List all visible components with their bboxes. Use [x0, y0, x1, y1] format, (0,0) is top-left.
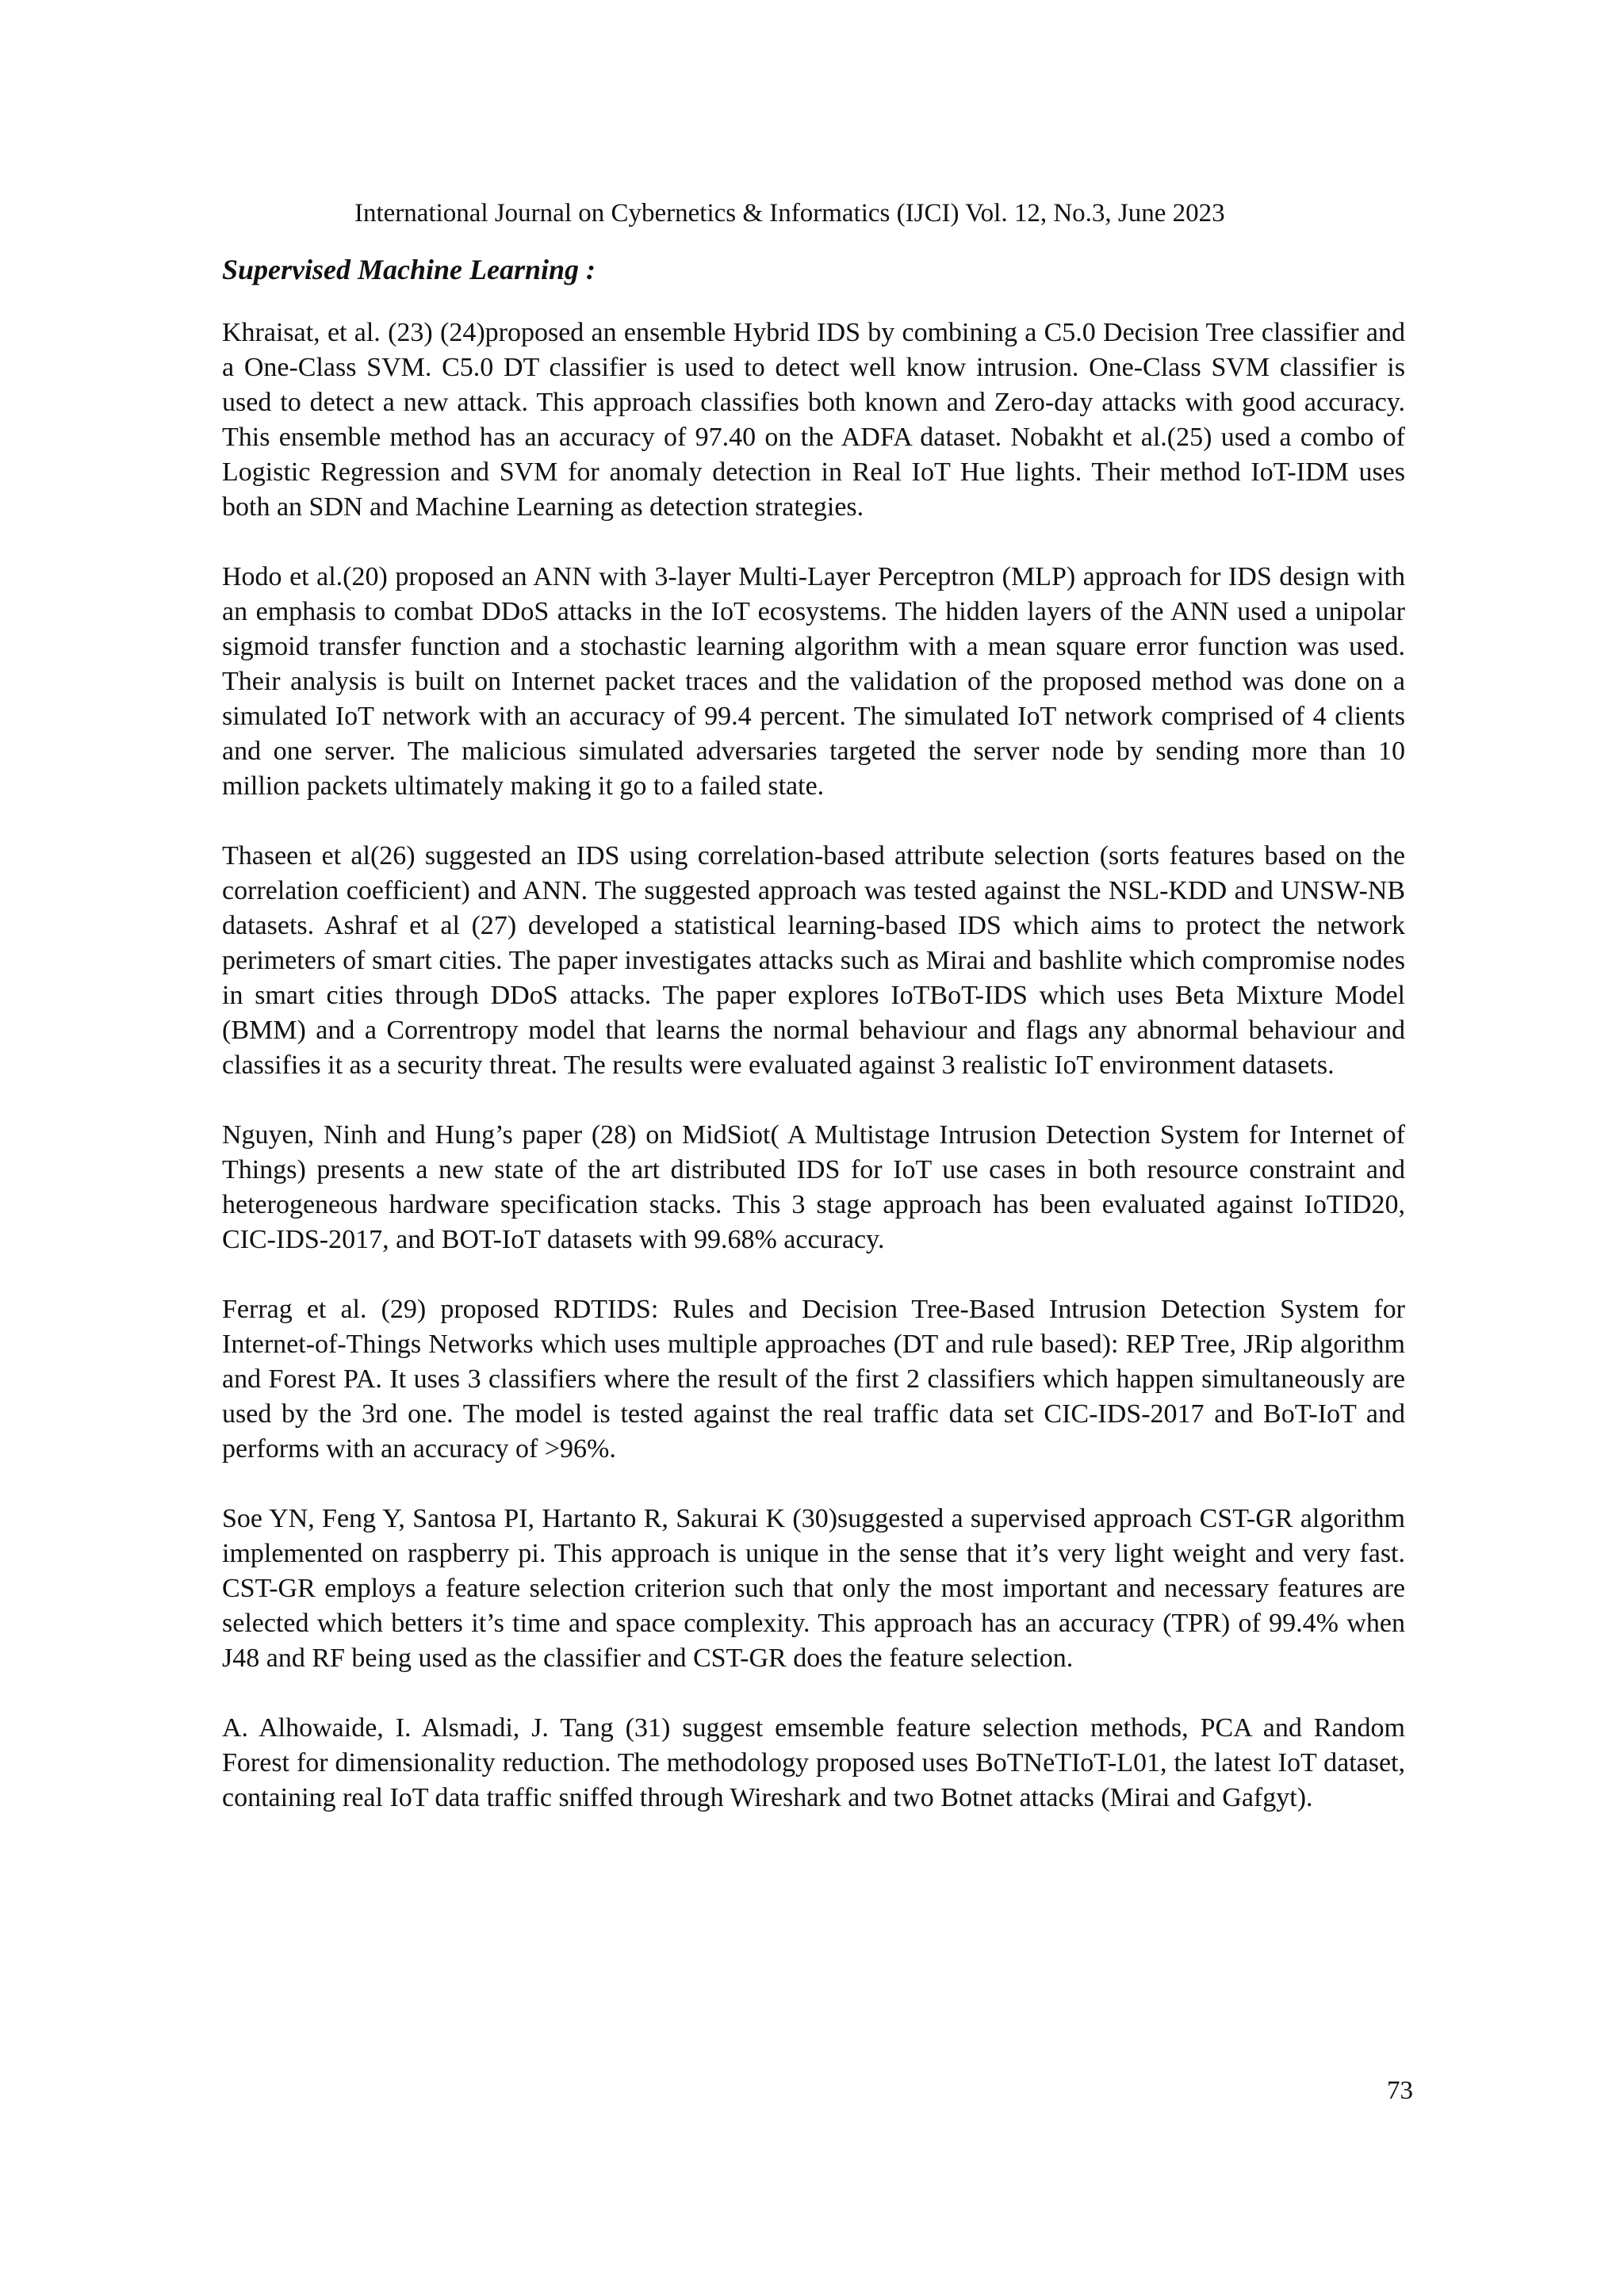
paragraph-hodo: Hodo et al.(20) proposed an ANN with 3-layer Multi-Layer Perceptron (MLP) approach for IDS design with an emphasis to combat DDoS attacks in the IoT ecosystems. The hidden layers of the ANN used a unipolar sigmoid transfer function and a stochastic learning algorithm with a mean square error function was used. Their analysis is built on Internet packet traces and the validation of the proposed method was done on a simulated IoT network with an accuracy of 99.4 percent. The simulated IoT network comprised of 4 clients and one server. The malicious simulated adversaries targeted the server node by sending more than 10 million packets ultimately making it go to a failed state. — [222, 562, 1405, 801]
paragraph-khraisat: Khraisat, et al. (23) (24)proposed an ensemble Hybrid IDS by combining a C5.0 Decision Tree classifier and a One-Class SVM. C5.0 DT classifier is used to detect well know intrusion. One-Class SVM classifier is used to detect a new attack. This approach classifies both known and Zero-day attacks with good accuracy. This ensemble method has an accuracy of 97.40 on the ADFA dataset. Nobakht et al.(25) used a combo of Logistic Regression and SVM for anomaly detection in Real IoT Hue lights. Their method IoT-IDM uses both an SDN and Machine Learning as detection strategies. — [222, 318, 1405, 522]
running-header: International Journal on Cybernetics & Informatics (IJCI) Vol. 12, No.3, June 2023 — [354, 199, 1225, 228]
page-number: 73 — [1387, 2076, 1413, 2105]
paragraph-ferrag: Ferrag et al. (29) proposed RDTIDS: Rules and Decision Tree-Based Intrusion Detection System for Internet-of-Things Networks which uses multiple approaches (DT and rule based): REP Tree, JRip algorithm and Forest PA. It uses 3 classifiers where the result of the first 2 classifiers which happen simultaneously are used by the 3rd one. The model is tested against the real traffic data set CIC-IDS-2017 and BoT-IoT and performs with an accuracy of >96%. — [222, 1295, 1405, 1464]
section-heading: Supervised Machine Learning : — [222, 254, 596, 285]
paragraph-thaseen: Thaseen et al(26) suggested an IDS using correlation-based attribute selection (sorts features based on the correlation coefficient) and ANN. The suggested approach was tested against the NSL-KDD and UNSW-NB datasets. Ashraf et al (27) developed a statistical learning-based IDS which aims to protect the network perimeters of smart cities. The paper investigates attacks such as Mirai and bashlite which compromise nodes in smart cities through DDoS attacks. The paper explores IoTBoT-IDS which uses Beta Mixture Model (BMM) and a Correntropy model that learns the normal behaviour and flags any abnormal behaviour and classifies it as a security threat. The results were evaluated against 3 realistic IoT environment datasets. — [222, 841, 1405, 1080]
paragraph-alhowaide: A. Alhowaide, I. Alsmadi, J. Tang (31) suggest emsemble feature selection methods, PCA and Random Forest for dimensionality reduction. The methodology proposed uses BoTNeTIoT-L01, the latest IoT dataset, containing real IoT data traffic sniffed through Wireshark and two Botnet attacks (Mirai and Gafgyt). — [222, 1713, 1405, 1812]
paragraph-soe: Soe YN, Feng Y, Santosa PI, Hartanto R, Sakurai K (30)suggested a supervised approach CST-GR algorithm implemented on raspberry pi. This approach is unique in the sense that it’s very light weight and very fast. CST-GR employs a feature selection criterion such that only the most important and necessary features are selected which betters it’s time and space complexity. This approach has an accuracy (TPR) of 99.4% when J48 and RF being used as the classifier and CST-GR does the feature selection. — [222, 1504, 1405, 1673]
body-text — [222, 316, 1405, 1850]
paragraph-nguyen: Nguyen, Ninh and Hung’s paper (28) on MidSiot( A Multistage Intrusion Detection System for Internet of Things) presents a new state of the art distributed IDS for IoT use cases in both resource constraint and heterogeneous hardware specification stacks. This 3 stage approach has been evaluated against IoTID20, CIC-IDS-2017, and BOT-IoT datasets with 99.68% accuracy. — [222, 1120, 1405, 1254]
